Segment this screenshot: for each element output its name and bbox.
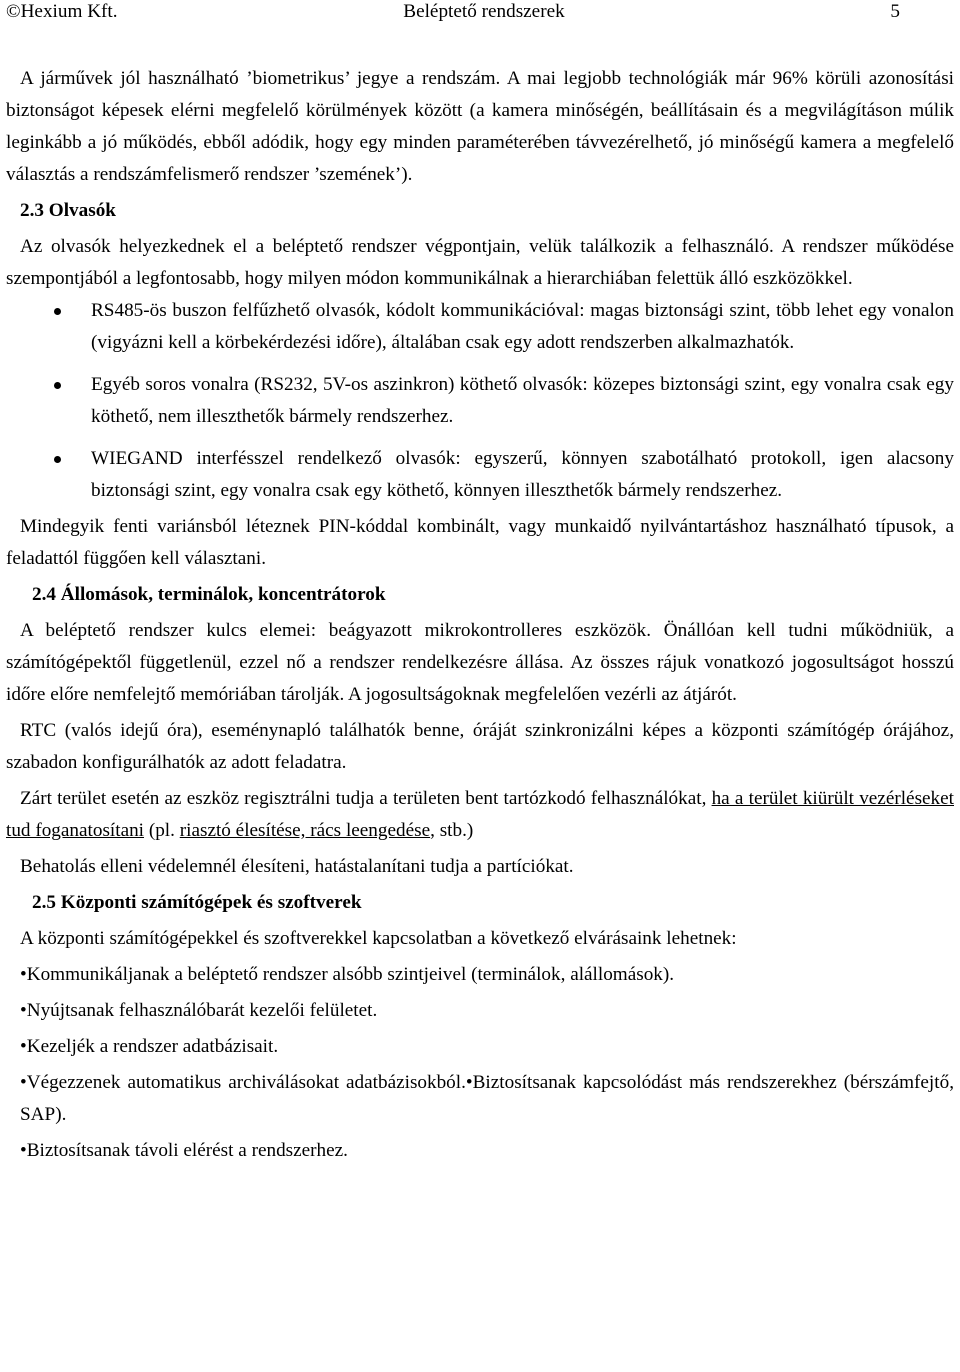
intrusion-paragraph: Behatolás elleni védelemnél élesíteni, hatástalanítani tudja a partíciókat. [20, 856, 574, 877]
requirement-item: •Biztosítsanak távoli elérést a rendszerhez. [20, 1140, 348, 1161]
rtc-paragraph: RTC (valós idejű óra), eseménynapló találhatók benne, óráját szinkronizálni képes a központi számítógép órájához, szabadon konfigurálhatók az adott feladatra. [6, 720, 954, 773]
closed-area-paragraph: Zárt terület esetén az eszköz regisztrálni tudja a területen bent tartózkodó felhasználókat, ha a terület kiürült vezérléseket tud foganatosítani (pl. riasztó élesítése, rács leengedése, stb.) [6, 788, 954, 841]
reader-types-list [6, 295, 954, 507]
requirement-item: •Kommunikáljanak a beléptető rendszer alsóbb szintjeivel (terminálok, alállomások). [20, 964, 675, 985]
list-item: WIEGAND interfésszel rendelkező olvasók: egyszerű, könnyen szabotálható protokoll, igen alacsony biztonsági szint, egy vonalra csak egy köthető, könnyen illeszthetők bármely rendszerhez. [6, 443, 954, 507]
requirement-item: •Nyújtsanak felhasználóbarát kezelői felületet. [20, 1000, 378, 1021]
header-title: Beléptető rendszerek [403, 1, 565, 22]
requirement-item: •Kezeljék a rendszer adatbázisait. [20, 1036, 279, 1057]
variants-paragraph: Mindegyik fenti variánsból léteznek PIN-kóddal kombinált, vagy munkaidő nyilvántartáshoz használható típusok, a feladattól függően kell választani. [6, 516, 954, 569]
central-paragraph: A központi számítógépekkel és szoftverekkel kapcsolatban a következő elvárásaink lehetnek: [20, 928, 737, 949]
list-item: RS485-ös buszon felfűzhető olvasók, kódolt kommunikációval: magas biztonsági szint, több lehet egy vonalon (vigyázni kell a körbekérdezési időre), általában csak egy adott rendszerben alkalmazhatók. [6, 295, 954, 359]
page-number: 5 [890, 1, 900, 22]
stations-paragraph: A beléptető rendszer kulcs elemei: beágyazott mikrokontrolleres eszközök. Önállóan kell tudni működniük, a számítógépektől függetlenül, ezzel nő a rendszer rendelkezésre állása. Az összes rájuk vonatkozó jogosultságot hosszú időre előre nemfelejtő memóriában tárolják. A jogosultságoknak megfelelően vezérli az átjárót. [6, 620, 954, 705]
list-item: Egyéb soros vonalra (RS232, 5V-os aszinkron) köthető olvasók: közepes biztonsági szint, egy vonalra csak egy köthető, nem illeszthetők bármely rendszerhez. [6, 369, 954, 433]
requirement-item: •Végezzenek automatikus archiválásokat adatbázisokból.•Biztosítsanak kapcsolódást más rendszerekhez (bérszámfejtő, SAP). [20, 1072, 954, 1125]
bullet-icon [54, 382, 61, 389]
bullet-icon [54, 456, 61, 463]
underlined-text: riasztó élesítése, rács leengedése [179, 820, 431, 841]
intro-paragraph: A járművek jól használható ’biometrikus’ jegye a rendszám. A mai legjobb technológiák már 96% körüli azonosítási biztonságot képesek elérni megfelelő körülmények között (a kamera minőségén, beállításain és a megvilágításon múlik leginkább a jó működés, ebből adódik, hogy egy minden paraméterében távvezérelhető, jó minőségű kamera a megfelelő választás a rendszámfelismerő rendszer ’szemének’). [6, 68, 954, 185]
readers-paragraph: Az olvasók helyezkednek el a beléptető rendszer végpontjain, velük találkozik a felhasználó. A rendszer működése szempontjából a legfontosabb, hogy milyen módon kommunikálnak a hierarchiában felettük álló eszközökkel. [6, 236, 954, 289]
section-heading-2-5: 2.5 Központi számítógépek és szoftverek [32, 892, 362, 913]
header-copyright: ©Hexium Kft. [6, 1, 118, 22]
bullet-icon [54, 308, 61, 315]
section-heading-2-3: 2.3 Olvasók [20, 200, 116, 221]
underlined-text: ha a terület kiürült vezérléseket tud foganatosítani [6, 788, 954, 841]
section-heading-2-4: 2.4 Állomások, terminálok, koncentrátorok [32, 584, 386, 605]
page-header [6, 0, 954, 24]
